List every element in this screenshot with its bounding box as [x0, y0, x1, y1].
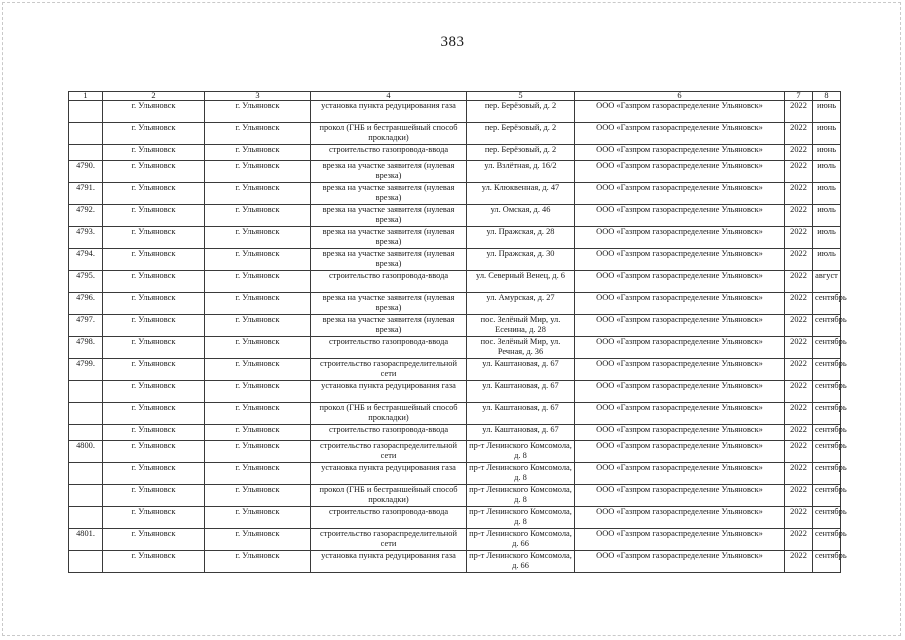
page-number: 383	[440, 34, 465, 50]
header-cell: 1	[69, 92, 103, 101]
month-cell: сентябрь	[813, 359, 841, 381]
month-cell: сентябрь	[813, 381, 841, 403]
municipality-cell: г. Ульяновск	[103, 381, 205, 403]
table-row	[69, 101, 841, 123]
organization-cell: ООО «Газпром газораспределение Ульяновск»	[575, 485, 785, 507]
municipality-cell: г. Ульяновск	[103, 145, 205, 161]
work-description-cell: строительство газопровода-ввода	[311, 145, 467, 161]
address-cell: пр-т Ленинского Комсомола, д. 8	[467, 507, 575, 529]
address-cell: пр-т Ленинского Комсомола, д. 66	[467, 551, 575, 573]
month-cell: август	[813, 271, 841, 293]
row-number-cell: 4799.	[69, 359, 103, 381]
month-cell: сентябрь	[813, 485, 841, 507]
municipality-cell: г. Ульяновск	[103, 227, 205, 249]
month-cell: июль	[813, 227, 841, 249]
row-number-cell: 4793.	[69, 227, 103, 249]
organization-cell: ООО «Газпром газораспределение Ульяновск»	[575, 161, 785, 183]
table-row	[69, 271, 841, 293]
municipality-cell: г. Ульяновск	[103, 485, 205, 507]
row-number-cell: 4791.	[69, 183, 103, 205]
work-description-cell: врезка на участке заявителя (нулевая врезка)	[311, 205, 467, 227]
organization-cell: ООО «Газпром газораспределение Ульяновск»	[575, 551, 785, 573]
table-row	[69, 441, 841, 463]
address-cell: пр-т Ленинского Комсомола, д. 66	[467, 529, 575, 551]
organization-cell: ООО «Газпром газораспределение Ульяновск»	[575, 425, 785, 441]
month-cell: сентябрь	[813, 441, 841, 463]
settlement-cell: г. Ульяновск	[205, 425, 311, 441]
table-row	[69, 529, 841, 551]
settlement-cell: г. Ульяновск	[205, 403, 311, 425]
row-number-cell: 4798.	[69, 337, 103, 359]
table-row	[69, 123, 841, 145]
row-number-cell	[69, 463, 103, 485]
month-cell: июнь	[813, 123, 841, 145]
address-cell: пос. Зелёный Мир, ул. Есенина, д. 28	[467, 315, 575, 337]
work-description-cell: строительство газораспределительной сети	[311, 441, 467, 463]
work-description-cell: строительство газопровода-ввода	[311, 271, 467, 293]
settlement-cell: г. Ульяновск	[205, 551, 311, 573]
table-row	[69, 315, 841, 337]
work-description-cell: установка пункта редуцирования газа	[311, 381, 467, 403]
table-row	[69, 485, 841, 507]
year-cell: 2022	[785, 359, 813, 381]
municipality-cell: г. Ульяновск	[103, 183, 205, 205]
municipality-cell: г. Ульяновск	[103, 463, 205, 485]
settlement-cell: г. Ульяновск	[205, 381, 311, 403]
month-cell: сентябрь	[813, 293, 841, 315]
address-cell: пр-т Ленинского Комсомола, д. 8	[467, 441, 575, 463]
work-description-cell: строительство газораспределительной сети	[311, 359, 467, 381]
header-cell: 4	[311, 92, 467, 101]
settlement-cell: г. Ульяновск	[205, 529, 311, 551]
work-description-cell: врезка на участке заявителя (нулевая врезка)	[311, 183, 467, 205]
address-cell: пос. Зелёный Мир, ул. Речная, д. 36	[467, 337, 575, 359]
year-cell: 2022	[785, 463, 813, 485]
municipality-cell: г. Ульяновск	[103, 551, 205, 573]
row-number-cell: 4796.	[69, 293, 103, 315]
table-row	[69, 205, 841, 227]
organization-cell: ООО «Газпром газораспределение Ульяновск»	[575, 145, 785, 161]
month-cell: сентябрь	[813, 425, 841, 441]
year-cell: 2022	[785, 403, 813, 425]
address-cell: ул. Омская, д. 46	[467, 205, 575, 227]
organization-cell: ООО «Газпром газораспределение Ульяновск»	[575, 381, 785, 403]
year-cell: 2022	[785, 507, 813, 529]
address-cell: пер. Берёзовый, д. 2	[467, 101, 575, 123]
settlement-cell: г. Ульяновск	[205, 249, 311, 271]
address-cell: ул. Каштановая, д. 67	[467, 425, 575, 441]
row-number-cell: 4797.	[69, 315, 103, 337]
table-row	[69, 463, 841, 485]
row-number-cell	[69, 507, 103, 529]
month-cell: июль	[813, 161, 841, 183]
year-cell: 2022	[785, 529, 813, 551]
header-cell: 5	[467, 92, 575, 101]
table-row	[69, 293, 841, 315]
month-cell: июль	[813, 249, 841, 271]
organization-cell: ООО «Газпром газораспределение Ульяновск»	[575, 205, 785, 227]
month-cell: июнь	[813, 145, 841, 161]
header-cell: 7	[785, 92, 813, 101]
address-cell: ул. Северный Венец, д. 6	[467, 271, 575, 293]
row-number-cell: 4794.	[69, 249, 103, 271]
row-number-cell	[69, 145, 103, 161]
month-cell: сентябрь	[813, 403, 841, 425]
settlement-cell: г. Ульяновск	[205, 315, 311, 337]
address-cell: ул. Пражская, д. 30	[467, 249, 575, 271]
year-cell: 2022	[785, 425, 813, 441]
year-cell: 2022	[785, 551, 813, 573]
table-row	[69, 145, 841, 161]
municipality-cell: г. Ульяновск	[103, 161, 205, 183]
organization-cell: ООО «Газпром газораспределение Ульяновск»	[575, 315, 785, 337]
municipality-cell: г. Ульяновск	[103, 529, 205, 551]
month-cell: июль	[813, 205, 841, 227]
register-table	[68, 91, 847, 573]
year-cell: 2022	[785, 183, 813, 205]
table-row	[69, 161, 841, 183]
header-cell: 6	[575, 92, 785, 101]
municipality-cell: г. Ульяновск	[103, 425, 205, 441]
table-row	[69, 507, 841, 529]
table-row	[69, 227, 841, 249]
settlement-cell: г. Ульяновск	[205, 101, 311, 123]
address-cell: ул. Каштановая, д. 67	[467, 359, 575, 381]
municipality-cell: г. Ульяновск	[103, 205, 205, 227]
row-number-cell: 4790.	[69, 161, 103, 183]
year-cell: 2022	[785, 205, 813, 227]
address-cell: пер. Берёзовый, д. 2	[467, 123, 575, 145]
month-cell: июль	[813, 183, 841, 205]
year-cell: 2022	[785, 249, 813, 271]
work-description-cell: врезка на участке заявителя (нулевая врезка)	[311, 161, 467, 183]
address-cell: ул. Каштановая, д. 67	[467, 403, 575, 425]
table-row	[69, 337, 841, 359]
work-description-cell: строительство газопровода-ввода	[311, 507, 467, 529]
year-cell: 2022	[785, 293, 813, 315]
work-description-cell: врезка на участке заявителя (нулевая врезка)	[311, 293, 467, 315]
year-cell: 2022	[785, 227, 813, 249]
table-row	[69, 381, 841, 403]
settlement-cell: г. Ульяновск	[205, 145, 311, 161]
address-cell: пер. Берёзовый, д. 2	[467, 145, 575, 161]
municipality-cell: г. Ульяновск	[103, 101, 205, 123]
organization-cell: ООО «Газпром газораспределение Ульяновск»	[575, 271, 785, 293]
municipality-cell: г. Ульяновск	[103, 271, 205, 293]
table-row	[69, 551, 841, 573]
row-number-cell	[69, 381, 103, 403]
work-description-cell: установка пункта редуцирования газа	[311, 101, 467, 123]
header-cell: 3	[205, 92, 311, 101]
header-cell: 2	[103, 92, 205, 101]
organization-cell: ООО «Газпром газораспределение Ульяновск»	[575, 529, 785, 551]
month-cell: сентябрь	[813, 463, 841, 485]
year-cell: 2022	[785, 441, 813, 463]
organization-cell: ООО «Газпром газораспределение Ульяновск»	[575, 101, 785, 123]
municipality-cell: г. Ульяновск	[103, 359, 205, 381]
row-number-cell	[69, 123, 103, 145]
row-number-cell: 4801.	[69, 529, 103, 551]
municipality-cell: г. Ульяновск	[103, 293, 205, 315]
settlement-cell: г. Ульяновск	[205, 183, 311, 205]
settlement-cell: г. Ульяновск	[205, 161, 311, 183]
settlement-cell: г. Ульяновск	[205, 227, 311, 249]
settlement-cell: г. Ульяновск	[205, 123, 311, 145]
organization-cell: ООО «Газпром газораспределение Ульяновск»	[575, 337, 785, 359]
month-cell: июнь	[813, 101, 841, 123]
work-description-cell: установка пункта редуцирования газа	[311, 551, 467, 573]
row-number-cell	[69, 403, 103, 425]
municipality-cell: г. Ульяновск	[103, 337, 205, 359]
work-description-cell: прокол (ГНБ и бестраншейный способ прокладки)	[311, 485, 467, 507]
address-cell: ул. Взлётная, д. 16/2	[467, 161, 575, 183]
work-description-cell: прокол (ГНБ и бестраншейный способ прокладки)	[311, 123, 467, 145]
organization-cell: ООО «Газпром газораспределение Ульяновск»	[575, 227, 785, 249]
year-cell: 2022	[785, 315, 813, 337]
month-cell: сентябрь	[813, 507, 841, 529]
year-cell: 2022	[785, 485, 813, 507]
settlement-cell: г. Ульяновск	[205, 271, 311, 293]
month-cell: сентябрь	[813, 315, 841, 337]
address-cell: пр-т Ленинского Комсомола, д. 8	[467, 463, 575, 485]
work-description-cell: врезка на участке заявителя (нулевая врезка)	[311, 249, 467, 271]
month-cell: сентябрь	[813, 551, 841, 573]
organization-cell: ООО «Газпром газораспределение Ульяновск»	[575, 507, 785, 529]
row-number-cell: 4792.	[69, 205, 103, 227]
work-description-cell: строительство газораспределительной сети	[311, 529, 467, 551]
row-number-cell: 4795.	[69, 271, 103, 293]
table-row	[69, 403, 841, 425]
organization-cell: ООО «Газпром газораспределение Ульяновск»	[575, 359, 785, 381]
month-cell: сентябрь	[813, 529, 841, 551]
header-row	[69, 92, 841, 101]
organization-cell: ООО «Газпром газораспределение Ульяновск»	[575, 463, 785, 485]
municipality-cell: г. Ульяновск	[103, 507, 205, 529]
work-description-cell: установка пункта редуцирования газа	[311, 463, 467, 485]
year-cell: 2022	[785, 145, 813, 161]
table-row	[69, 359, 841, 381]
municipality-cell: г. Ульяновск	[103, 249, 205, 271]
organization-cell: ООО «Газпром газораспределение Ульяновск»	[575, 293, 785, 315]
municipality-cell: г. Ульяновск	[103, 123, 205, 145]
work-description-cell: врезка на участке заявителя (нулевая врезка)	[311, 315, 467, 337]
year-cell: 2022	[785, 123, 813, 145]
year-cell: 2022	[785, 337, 813, 359]
organization-cell: ООО «Газпром газораспределение Ульяновск»	[575, 249, 785, 271]
work-description-cell: прокол (ГНБ и бестраншейный способ прокладки)	[311, 403, 467, 425]
table-row	[69, 183, 841, 205]
settlement-cell: г. Ульяновск	[205, 359, 311, 381]
work-description-cell: строительство газопровода-ввода	[311, 425, 467, 441]
work-description-cell: врезка на участке заявителя (нулевая врезка)	[311, 227, 467, 249]
organization-cell: ООО «Газпром газораспределение Ульяновск»	[575, 403, 785, 425]
settlement-cell: г. Ульяновск	[205, 293, 311, 315]
address-cell: ул. Амурская, д. 27	[467, 293, 575, 315]
work-description-cell: строительство газопровода-ввода	[311, 337, 467, 359]
year-cell: 2022	[785, 381, 813, 403]
settlement-cell: г. Ульяновск	[205, 441, 311, 463]
row-number-cell: 4800.	[69, 441, 103, 463]
organization-cell: ООО «Газпром газораспределение Ульяновск»	[575, 183, 785, 205]
header-cell: 8	[813, 92, 841, 101]
row-number-cell	[69, 425, 103, 441]
settlement-cell: г. Ульяновск	[205, 463, 311, 485]
address-cell: ул. Пражская, д. 28	[467, 227, 575, 249]
municipality-cell: г. Ульяновск	[103, 315, 205, 337]
year-cell: 2022	[785, 161, 813, 183]
address-cell: пр-т Ленинского Комсомола, д. 8	[467, 485, 575, 507]
row-number-cell	[69, 551, 103, 573]
address-cell: ул. Каштановая, д. 67	[467, 381, 575, 403]
table-row	[69, 425, 841, 441]
settlement-cell: г. Ульяновск	[205, 337, 311, 359]
organization-cell: ООО «Газпром газораспределение Ульяновск»	[575, 123, 785, 145]
row-number-cell	[69, 485, 103, 507]
municipality-cell: г. Ульяновск	[103, 403, 205, 425]
year-cell: 2022	[785, 101, 813, 123]
year-cell: 2022	[785, 271, 813, 293]
row-number-cell	[69, 101, 103, 123]
settlement-cell: г. Ульяновск	[205, 507, 311, 529]
settlement-cell: г. Ульяновск	[205, 205, 311, 227]
municipality-cell: г. Ульяновск	[103, 441, 205, 463]
table-body	[69, 91, 847, 573]
organization-cell: ООО «Газпром газораспределение Ульяновск»	[575, 441, 785, 463]
address-cell: ул. Клюквенная, д. 47	[467, 183, 575, 205]
settlement-cell: г. Ульяновск	[205, 485, 311, 507]
table-row	[69, 249, 841, 271]
month-cell: сентябрь	[813, 337, 841, 359]
